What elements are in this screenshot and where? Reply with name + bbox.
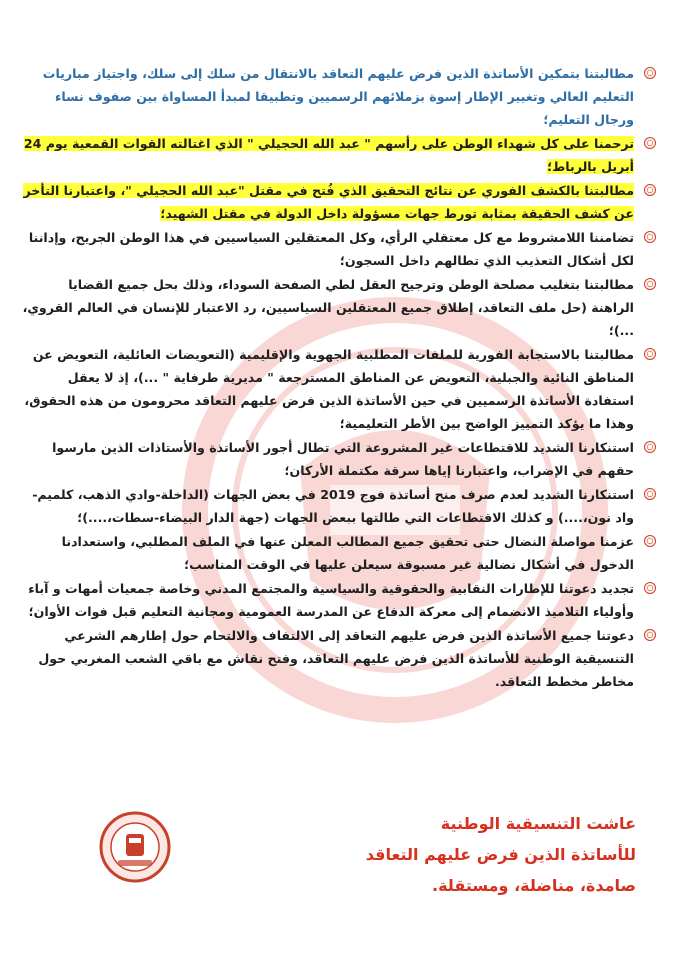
list-item: [22, 132, 662, 178]
item-text: دعوتنا جميع الأساتذة الذين فرض عليهم التعاقد إلى الالتفاف والالتحام حول إطارهم الشرعي التنسيقية الوطنية للأساتذة الذين فرض عليهم التعاقد، وفتح نقاش مع باقي الشعب المغربي حول مخاطر مخطط التعاقد.: [38, 628, 634, 689]
list-item: [22, 530, 662, 576]
list-item: [22, 577, 662, 623]
item-text: تجديد دعوتنا للإطارات النقابية والحقوقية والسياسية والمجتمع المدني وخاصة جمعيات أمهات و آباء وأولياء التلاميذ الانضمام إلى معركة الدفاع عن المدرسة العمومية ومجانية التعليم قبل فوات الأوان؛: [28, 581, 634, 619]
bullet-icon: ○: [644, 278, 656, 290]
bullet-icon: ○: [644, 535, 656, 547]
item-text-highlighted: ترحمنا على كل شهداء الوطن على رأسهم " عبد الله الحجيلي " الذي اغتالته القوات القمعية يوم 24 أبريل بالرباط؛: [23, 136, 634, 174]
bullet-icon: ○: [644, 348, 656, 360]
bullet-icon: ○: [644, 582, 656, 594]
list-item: [22, 624, 662, 693]
list-item: [22, 436, 662, 482]
logo-graphic: [98, 810, 172, 884]
list-item: [22, 179, 662, 225]
item-text: تضامننا اللامشروط مع كل معتقلي الرأي، وكل المعتقلين السياسيين في هذا الوطن الجريح، وإداننا لكل أشكال التعذيب الذي تطالهم داخل السجون؛: [28, 230, 634, 268]
slogan-line-1: عاشت التنسيقية الوطنية: [440, 814, 636, 833]
list-item: [22, 343, 662, 435]
bullet-icon: ○: [644, 67, 656, 79]
list-item: [22, 226, 662, 272]
slogan-line-2: للأساتذة الذين فرض عليهم التعاقد: [365, 845, 636, 864]
item-text: عزمنا مواصلة النضال حتى تحقيق جميع المطالب المعلن عنها في الملف المطلبي، واستعدادنا الدخول في أشكال نضالية غير مسبوقة سيعلن عليها في الوقت المناسب؛: [61, 534, 634, 572]
item-text: استنكارنا الشديد للاقتطاعات غير المشروعة التي تطال أجور الأساتذة والأستاذات الذين مارسوا حقهم في الإضراب، واعتبارنا إياها سرقة مكتملة الأركان؛: [52, 440, 634, 478]
bullet-icon: ○: [644, 184, 656, 196]
bullet-icon: ○: [644, 137, 656, 149]
bullet-icon: ○: [644, 231, 656, 243]
item-text-highlighted: مطالبتنا بالكشف الفوري عن نتائج التحقيق الذي فُتح في مقتل "عبد الله الحجيلي "، واعتبارنا التأخر عن كشف الحقيقة بمثابة تورط جهات مسؤولة داخل الدولة في مقتل الشهيد؛: [23, 183, 634, 221]
bullet-icon: ○: [644, 441, 656, 453]
item-text: استنكارنا الشديد لعدم صرف منح أساتذة فوج 2019 في بعض الجهات (الداخلة-وادي الذهب، كلميم-واد نون،....) و كذلك الاقتطاعات التي طالتها ببعض الجهات (جهة الدار البيضاء-سطات،....)؛: [32, 487, 634, 525]
organization-logo: [98, 810, 172, 884]
list-item: [22, 483, 662, 529]
statement-list: [22, 62, 662, 694]
list-item: [22, 273, 662, 342]
closing-slogan: [296, 808, 636, 901]
item-text: مطالبتنا بالاستجابة الفورية للملفات المطلبية الجهوية والإقليمية (التعويضات العائلية، التعويض عن المناطق النائية والجبلية، التعويض عن المناطق المسترجعة " مديرية طرفاية " ...)، إذ لا يعقل استفادة الأساتذة الرسميين في حين الأساتذة الذين فرض عليهم التعاقد محرومون من هذه الحقوق، وهذا ما يؤكد التمييز الواضح بين الأطر التعليمية؛: [24, 347, 634, 431]
list-item: [22, 62, 662, 131]
item-text: مطالبتنا بتمكين الأساتذة الذين فرض عليهم التعاقد بالانتقال من سلك إلى سلك، واجتياز مباريات التعليم العالي وتغيير الإطار إسوة بزملائهم الرسميين وتطبيقا لمبدأ المساواة بين صفوف نساء ورجال التعليم؛: [42, 66, 634, 127]
bullet-icon: ○: [644, 488, 656, 500]
item-text: مطالبتنا بتغليب مصلحة الوطن وترجيح العقل لطي الصفحة السوداء، وذلك بحل جميع القضايا الراهنة (حل ملف التعاقد، إطلاق جميع المعتقلين السياسيين، رد الاعتبار للإنسان في العالم القروي، ...)؛: [22, 277, 634, 338]
slogan-line-3: صامدة، مناضلة، ومستقلة.: [432, 876, 636, 895]
bullet-icon: ○: [644, 629, 656, 641]
